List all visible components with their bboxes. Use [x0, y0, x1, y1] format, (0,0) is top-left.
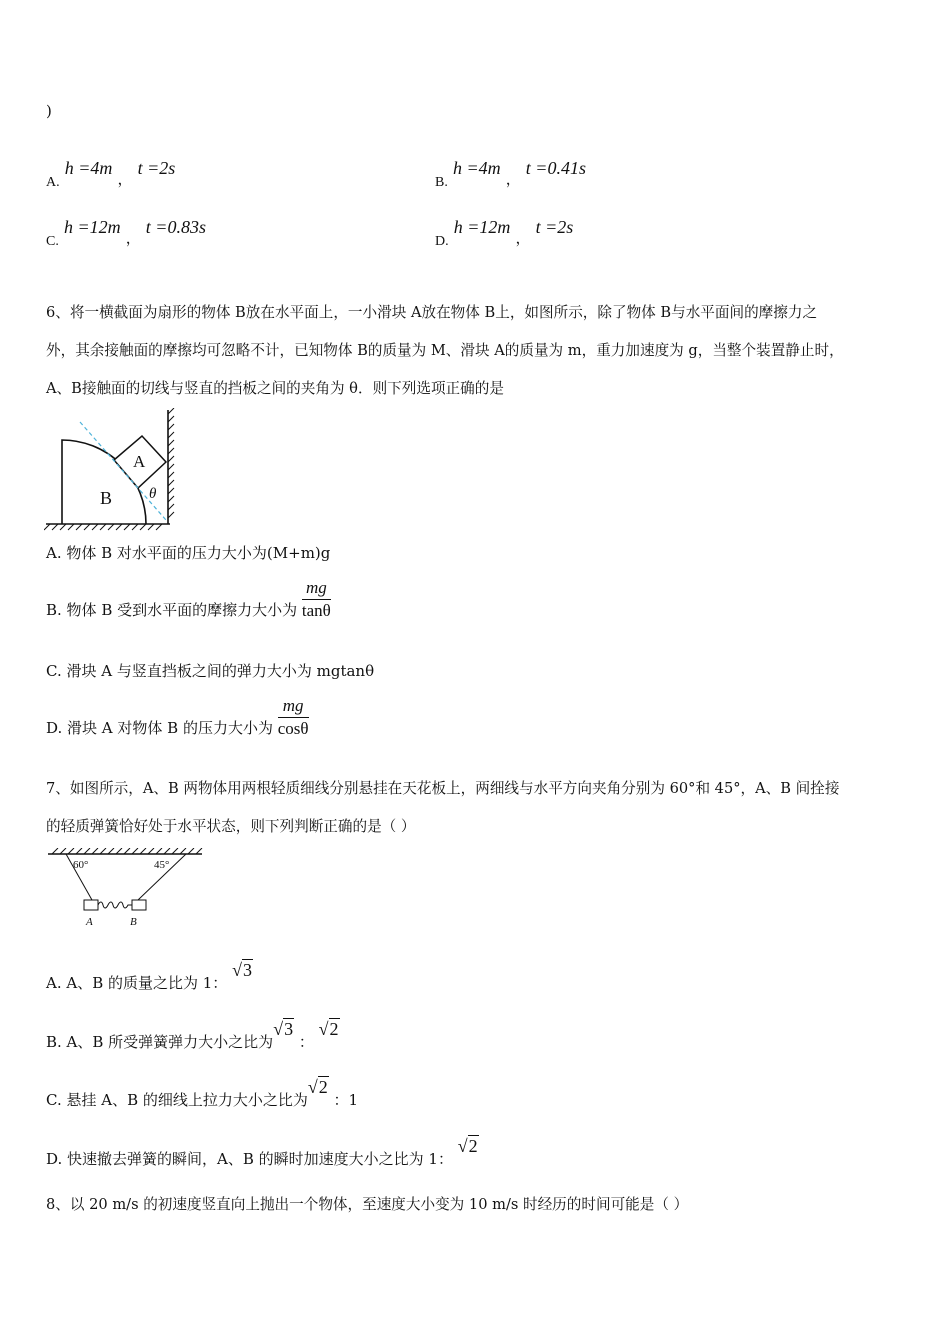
- q5-option-d[interactable]: [435, 217, 574, 249]
- fraction: [302, 578, 331, 621]
- sqrt: √2: [318, 1019, 339, 1039]
- q7-stem-line: 7、如图所示，A、B 两物体用两根轻质细线分别悬挂在天花板上，两细线与水平方向夹角分别为 60°和 45°，A、B 间拴接: [46, 780, 840, 797]
- q7-stem-line: 的轻质弹簧恰好处于水平状态，则下列判断正确的是（ ）: [46, 818, 416, 835]
- radicand: 2: [468, 1136, 478, 1156]
- option-text: C. 悬挂 A、B 的细线上拉力大小之比为: [46, 1091, 308, 1109]
- separator: ，: [117, 170, 133, 188]
- radicand: 3: [242, 960, 252, 980]
- angle-60-label: 60°: [73, 859, 89, 871]
- q7-figure: [46, 848, 206, 930]
- radicand: 2: [318, 1077, 328, 1097]
- q6-figure: [44, 408, 180, 532]
- label-b: B: [100, 488, 113, 508]
- ratio-sep: ：: [298, 1033, 314, 1051]
- separator: ，: [515, 229, 531, 247]
- height-value: h =4m: [64, 158, 113, 178]
- separator: ，: [505, 170, 521, 188]
- time-value: t =2s: [137, 158, 176, 178]
- label-b: B: [130, 916, 137, 928]
- q7-stem: [46, 770, 916, 846]
- q6-stem-line: A、B接触面的切线与竖直的挡板之间的夹角为 θ．则下列选项正确的是: [46, 380, 504, 397]
- height-value: h =12m: [453, 217, 511, 237]
- time-value: t =2s: [535, 217, 574, 237]
- sqrt: √2: [307, 1077, 328, 1097]
- time-value: t =0.83s: [145, 217, 206, 237]
- denominator: tanθ: [301, 601, 331, 620]
- q6-option-d[interactable]: [46, 696, 309, 739]
- q5-option-c[interactable]: [46, 217, 206, 249]
- option-label: C.: [46, 234, 59, 249]
- q5-stem-tail: ): [46, 102, 52, 120]
- option-text: A. A、B 的质量之比为 1：: [46, 974, 228, 992]
- q6-option-a[interactable]: A. 物体 B 对水平面的压力大小为(M+m)g: [46, 544, 331, 562]
- q6-stem-line: 6、将一横截面为扇形的物体 B放在水平面上，一小滑块 A放在物体 B上，如图所示，除了物体 B与水平面间的摩擦力之: [46, 304, 818, 321]
- q5-option-b[interactable]: [435, 158, 586, 190]
- time-value: t =0.41s: [525, 158, 586, 178]
- label-theta: θ: [149, 486, 157, 502]
- q6-option-b[interactable]: [46, 578, 331, 621]
- numerator: mg: [278, 696, 309, 718]
- option-text: D. 快速撤去弹簧的瞬间，A、B 的瞬时加速度大小之比为 1：: [46, 1150, 453, 1168]
- label-a: A: [133, 452, 146, 471]
- radicand: 3: [284, 1019, 294, 1039]
- option-text: D. 滑块 A 对物体 B 的压力大小为: [46, 718, 273, 737]
- q6-stem: [46, 294, 916, 408]
- q7-option-d[interactable]: [46, 1136, 479, 1168]
- option-label: B.: [435, 175, 448, 190]
- option-text: B. A、B 所受弹簧弹力大小之比为: [46, 1033, 274, 1051]
- option-text: B. 物体 B 受到水平面的摩擦力大小为: [46, 600, 298, 619]
- numerator: mg: [302, 578, 331, 600]
- q8-stem: 8、以 20 m/s 的初速度竖直向上抛出一个物体，至速度大小变为 10 m/s 时经历的时间可能是（ ）: [46, 1196, 689, 1213]
- q7-option-c[interactable]: [46, 1077, 359, 1109]
- option-label: A.: [46, 175, 60, 190]
- sqrt: √2: [457, 1136, 478, 1156]
- sqrt: √3: [273, 1019, 294, 1039]
- separator: ，: [125, 229, 141, 247]
- option-label: D.: [435, 234, 449, 249]
- ratio-suffix: ：1: [333, 1091, 359, 1109]
- sqrt: √3: [232, 960, 252, 980]
- fraction: [278, 696, 309, 739]
- q6-stem-line: 外，其余接触面的摩擦均可忽略不计，已知物体 B的质量为 M、滑块 A的质量为 m，重力加速度为 g，当整个装置静止时，: [46, 342, 844, 359]
- denominator: cosθ: [277, 719, 309, 738]
- q5-option-a[interactable]: [46, 158, 176, 190]
- radicand: 2: [329, 1019, 339, 1039]
- q6-option-c[interactable]: C. 滑块 A 与竖直挡板之间的弹力大小为 mgtanθ: [46, 662, 375, 680]
- label-a: A: [86, 916, 93, 928]
- q7-option-a[interactable]: [46, 960, 253, 992]
- height-value: h =4m: [452, 158, 501, 178]
- height-value: h =12m: [63, 217, 121, 237]
- angle-45-label: 45°: [154, 859, 170, 871]
- q7-option-b[interactable]: [46, 1019, 340, 1051]
